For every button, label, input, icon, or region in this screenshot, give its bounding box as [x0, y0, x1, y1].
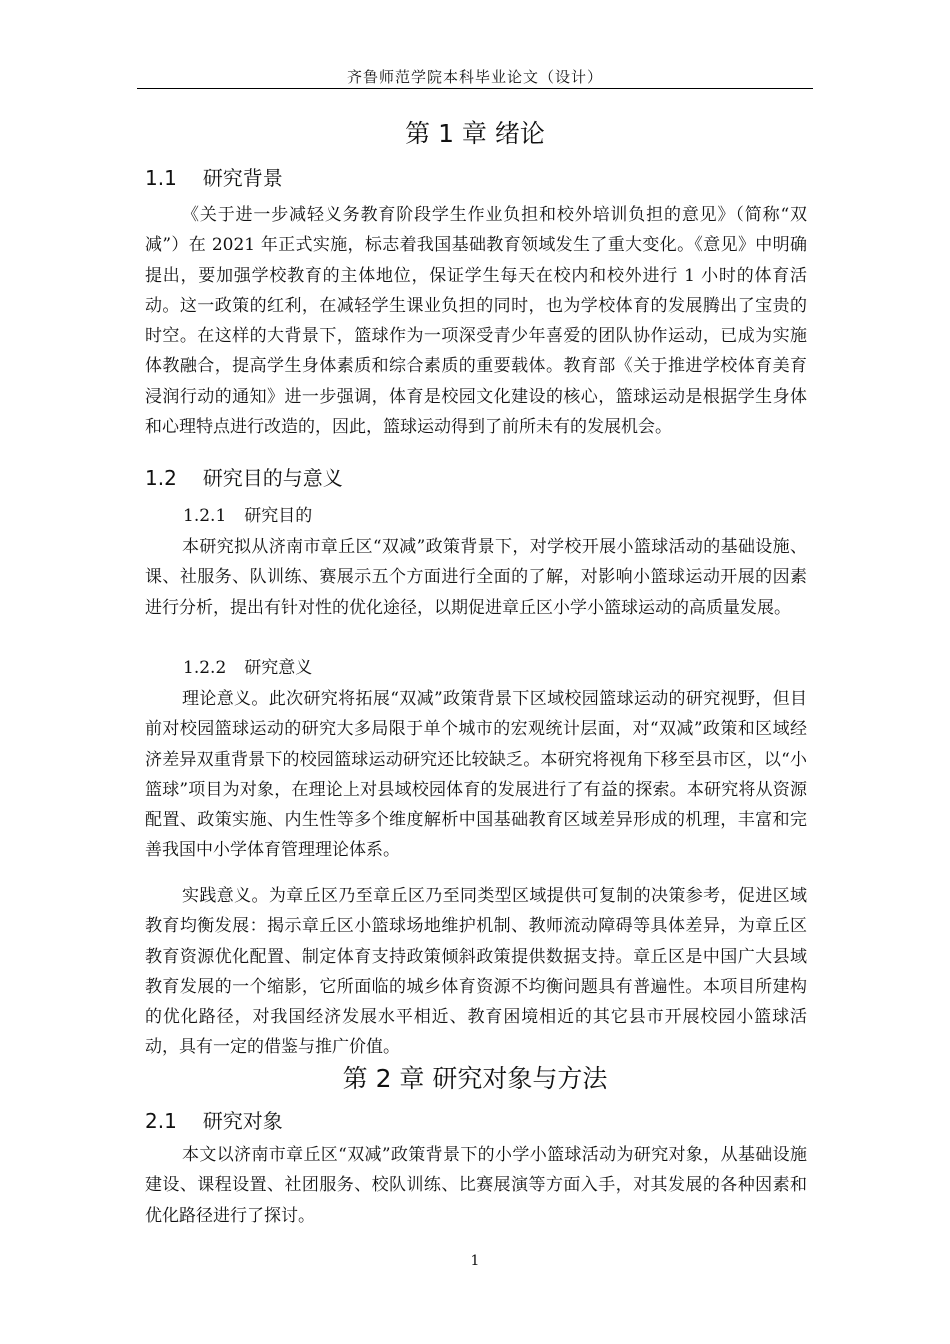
running-header: 齐鲁师范学院本科毕业论文（设计）	[346, 68, 603, 86]
paragraph-research-object: 本文以济南市章丘区“双减”政策背景下的小学小篮球活动为研究对象，从基础设施建设、课程设置、社团服务、校队训练、比赛展演等方面入手，对其发展的各种因素和优化路径进行了探讨。	[145, 1145, 807, 1226]
section-title: 研究对象	[202, 1109, 283, 1133]
subsection-title: 研究意义	[244, 658, 313, 678]
section-number: 2.1	[145, 1109, 177, 1133]
paragraph-background: 《关于进一步减轻义务教育阶段学生作业负担和校外培训负担的意见》（简称“双减”）在 2021 年正式实施，标志着我国基础教育领域发生了重大变化。《意见》中明确提出，要加强学校教育的主体地位，保证学生每天在校内和校外进行 1 小时的体育活动。这一政策的红利，在减轻学生课业负担的同时，也为学校体育的发展腾出了宝贵的时空。在这样的大背景下，篮球作为一项深受青少年喜爱的团队协作运动，已成为实施体教融合，提高学生身体素质和综合素质的重要载体。教育部《关于推进学校体育美育浸润行动的通知》进一步强调，体育是校园文化建设的核心，篮球运动是根据学生身体和心理特点进行改造的，因此，篮球运动得到了前所未有的发展机会。	[145, 205, 807, 438]
chapter-2-title: 第 2 章 研究对象与方法	[342, 1064, 608, 1093]
section-title: 研究目的与意义	[202, 466, 343, 490]
paragraph-practical-significance: 实践意义。为章丘区乃至章丘区乃至同类型区域提供可复制的决策参考，促进区域教育均衡发展：揭示章丘区小篮球场地维护机制、教师流动障碍等具体差异，为章丘区教育资源优化配置、制定体育支持政策倾斜政策提供数据支持。章丘区是中国广大县域教育发展的一个缩影，它所面临的城乡体育资源不均衡问题具有普遍性。本项目所建构的优化路径，对我国经济发展水平相近、教育困境相近的其它县市开展校园小篮球活动，具有一定的借鉴与推广价值。	[145, 886, 807, 1058]
subsection-number: 1.2.2	[183, 658, 227, 678]
paragraph-purpose: 本研究拟从济南市章丘区“双减”政策背景下，对学校开展小篮球活动的基础设施、课、社服务、队训练、赛展示五个方面进行全面的了解，对影响小篮球运动开展的因素进行分析，提出有针对性的优化途径，以期促进章丘区小学小篮球运动的高质量发展。	[145, 537, 807, 618]
chapter-1-title: 第 1 章 绪论	[405, 119, 545, 148]
section-number: 1.1	[145, 166, 177, 190]
section-title: 研究背景	[202, 166, 283, 190]
header-rule	[137, 88, 813, 89]
section-1-2-heading	[145, 462, 343, 491]
paragraph-theoretical-significance: 理论意义。此次研究将拓展“双减”政策背景下区域校园篮球运动的研究视野，但目前对校园篮球运动的研究大多局限于单个城市的宏观统计层面，对“双减”政策和区域经济差异双重背景下的校园篮球运动研究还比较缺乏。本研究将视角下移至县市区，以“小篮球”项目为对象，在理论上对县域校园体育的发展进行了有益的探索。本研究将从资源配置、政策实施、内生性等多个维度解析中国基础教育区域差异形成的机理，丰富和完善我国中小学体育管理理论体系。	[145, 689, 807, 861]
page-number: 1	[470, 1253, 480, 1269]
subsection-1-2-1-heading	[183, 501, 312, 526]
section-number: 1.2	[145, 466, 177, 490]
section-1-1-heading	[145, 162, 283, 191]
subsection-1-2-2-heading	[183, 653, 312, 678]
section-2-1-heading	[145, 1105, 283, 1134]
subsection-number: 1.2.1	[183, 506, 227, 526]
subsection-title: 研究目的	[244, 506, 313, 526]
